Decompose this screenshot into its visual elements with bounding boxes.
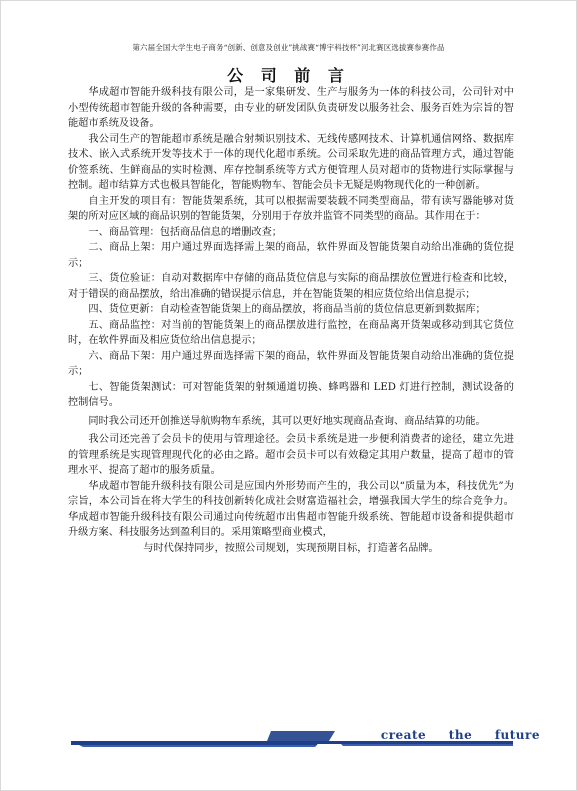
paragraph-system: 我公司生产的智能超市系统是融合射频识别技术、无线传感网技术、计算机通信网络、数据库技术、嵌入式系统开发等技术于一体的现代化超市系统。公司采取先进的商品管理方式，通过智能价签系统、生鲜商品的实时检测、库存控制系统等方式方便管理人员对超市的货物进行实际掌握与控制。超市结算方式也极具智能化，智能购物车、智能会员卡无疑是购物现代化的一种创新。 bbox=[68, 133, 514, 191]
list-item-1: 一、商品管理：包括商品信息的增删改查； bbox=[88, 226, 282, 238]
list-item-7: 七、智能货架测试：可对智能货架的射频通道切换、蜂鸣器和 LED 灯进行控制，测试设备的控制信号。 bbox=[68, 381, 514, 408]
list-item-2: 二、商品上架：用户通过界面选择需上架的商品，软件界面及智能货架自动给出准确的货位提示； bbox=[68, 242, 514, 269]
paragraph-cart: 同时我公司还开创推送导航购物车系统，其可以更好地实现商品查询、商品结算的功能。 bbox=[88, 415, 486, 427]
paragraph-projects: 自主开发的项目有：智能货架系统，其可以根据需要装载不同类型商品，带有读写器能够对货架的所对应区域的商品识别的智能货架，分别用于存放并监管不同类型的商品。其作用在于： bbox=[68, 195, 514, 222]
list-item-6: 六、商品下架：用户通过界面选择需下架的商品，软件界面及智能货架自动给出准确的货位提示； bbox=[68, 350, 514, 377]
list-item-4: 四、货位更新：自动检查智能货架上的商品摆放，将商品当前的货位信息更新到数据库； bbox=[88, 304, 486, 315]
document-body bbox=[68, 85, 514, 556]
paragraph-mission: 华成超市智能升级科技有限公司是应国内外形势而产生的，我公司以“质量为本，科技优先”为宗旨，本公司旨在将大学生的科技创新转化成社会财富造福社会，增强我国大学生的综合竞争力。华成超市智能升级科技有限公司通过向传统超市出售超市智能升级系统、智能超市设备和提供超市升级方案、科技服务达到盈利目的。采用策略型商业模式， bbox=[68, 480, 514, 538]
paragraph-intro: 华成超市智能升级科技有限公司，是一家集研发、生产与服务为一体的科技公司，公司针对中小型传统超市智能升级的各种需要，由专业的研发团队负责研发以服务社会、服务百姓为宗旨的智能超市系统及设备。 bbox=[68, 87, 514, 129]
page-title: 公 司 前 言 bbox=[227, 66, 350, 85]
footer-slogan: create the future bbox=[380, 728, 540, 742]
list-item-3: 三、货位验证：自动对数据库中存储的商品货位信息与实际的商品摆放位置进行检查和比较，对于错误的商品摆放，给出准确的错误提示信息，并在智能货架的相应货位给出信息提示； bbox=[68, 273, 514, 300]
list-item-5: 五、商品监控：对当前的智能货架上的商品摆放进行监控，在商品离开货架或移动到其它货位时，在软件界面及相应货位给出信息提示； bbox=[68, 319, 514, 346]
paragraph-membership: 我公司还完善了会员卡的使用与管理途径。会员卡系统是进一步便利消费者的途径，建立先进的管理系统是实现管理现代化的必由之路。超市会员卡可以有效稳定其用户数量，提高了超市的管理水平、提高了超市的服务质量。 bbox=[68, 434, 514, 476]
page-header: 第六届全国大学生电子商务“创新、创意及创业”挑战赛“博宇科技杯”河北赛区选拔赛参赛作品 bbox=[132, 43, 445, 52]
paragraph-closing: 与时代保持同步，按照公司规划，实现预期目标，打造著名品牌。 bbox=[143, 542, 439, 554]
